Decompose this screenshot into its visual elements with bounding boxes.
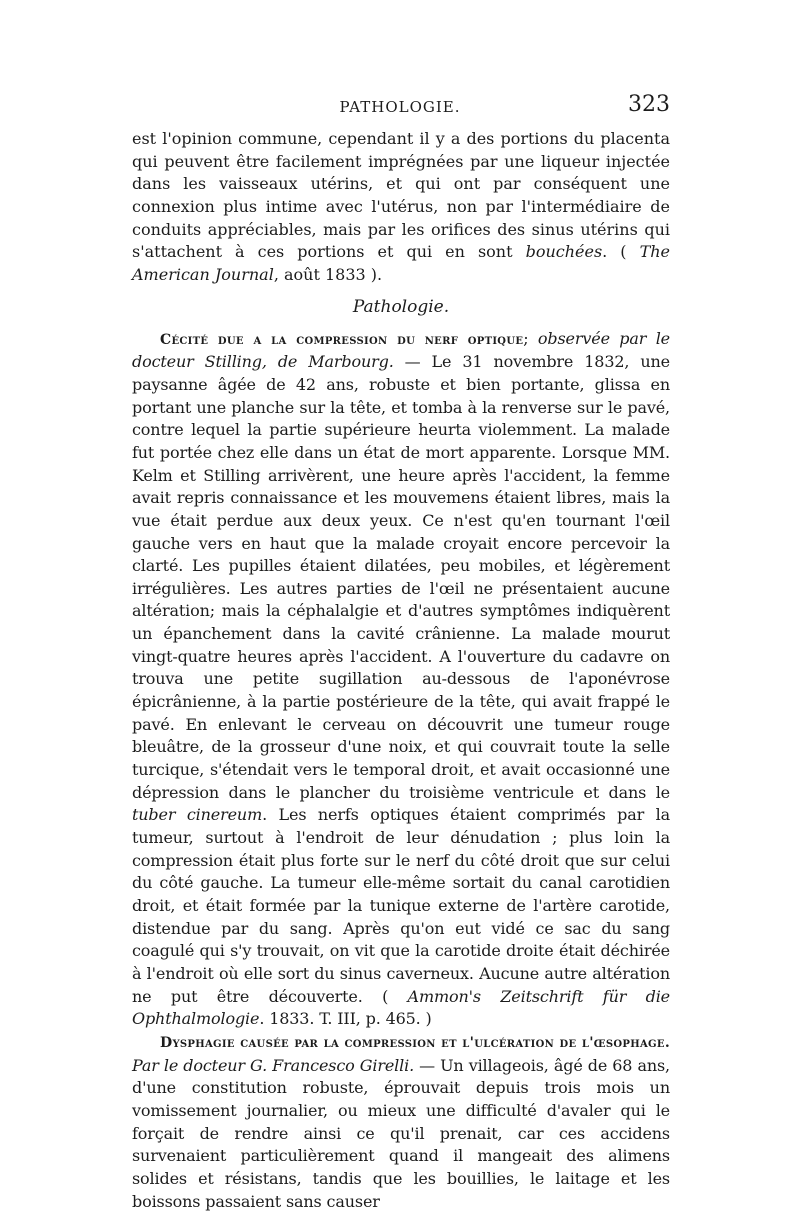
article-cecite [132, 328, 670, 1031]
page-number: 323 [628, 92, 670, 117]
article-body: — Un villageois, âgé de 68 ans, d'une constitution robuste, éprouvait depuis trois mois un vomissement journalier, ou mieux une difficulté d'avaler qui le forçait de rendre ainsi ce qu'il prenait, car ces accidens survenaient particulièrement quand il mangeait des alimens solides et résistans, tandis que les bouillies, le laitage et les boissons passaient sans causer [132, 1055, 670, 1211]
citation-close: , août 1833 ). [273, 264, 383, 284]
citation-open: . ( [602, 242, 640, 262]
article-heading: Dysphagie causée par la compression et l'ulcération de l'œsophage. [160, 1034, 670, 1051]
paragraph-text: est l'opinion commune, cependant il y a des portions du placenta qui peuvent être facilement imprégnées par une liqueur injectée dans les vaisseaux utérins, et qui ont par conséquent une connexion plus intime avec l'utérus, non par l'intermédiaire de conduits appréciables, mais par les orifices des sinus utérins qui s'attachent à ces portions et qui en sont [132, 129, 670, 262]
running-title: PATHOLOGIE. [339, 98, 461, 116]
running-head [130, 92, 670, 122]
source-reference: . 1833. T. III, p. 465. ) [259, 1009, 432, 1029]
section-heading: Pathologie. [352, 296, 450, 317]
article-attribution: observée par le docteur Stilling, de Marbourg. [132, 328, 670, 372]
main-text [132, 128, 670, 1213]
anatomical-term: tuber cinereum [132, 805, 263, 825]
paragraph-continuation [132, 128, 670, 287]
article-body-continued: . Les nerfs optiques étaient comprimés par la tumeur, surtout à l'endroit de leur dénudation ; plus loin la compression était plus forte sur le nerf du côté droit que sur celui du côté gauche. La tumeur elle-même sortait du canal carotidien droit, et était formée par la tunique externe de l'artère carotide, distendue par du sang. Après qu'on eut vidé ce sac du sang coagulé qui s'y trouvait, on vit que la carotide droite était déchirée à l'endroit où elle sort du sinus caverneux. Aucune autre altération ne put être découverte. ( [132, 805, 670, 1006]
source-title: Ammon's Zeitschrift für die Ophthalmologie [132, 986, 670, 1029]
journal-title: The American Journal [132, 242, 671, 284]
italic-word: bouchées [525, 242, 603, 262]
article-body: — Le 31 novembre 1832, une paysanne âgée de 42 ans, robuste et bien portante, glissa en portant une planche sur la tête, et tomba à la renverse sur le pavé, contre lequel la partie supérieure heurta violemment. La malade fut portée chez elle dans un état de mort apparente. Lorsque MM. Kelm et Stilling arrivèrent, une heure après l'accident, la femme avait repris connaissance et les mouvemens étaient libres, mais la vue était perdue aux deux yeux. Ce n'est qu'en tournant l'œil gauche vers en haut que la malade croyait encore percevoir la clarté. Les pupilles étaient dilatées, peu mobiles, et légèrement irrégulières. Les autres parties de l'œil ne présentaient aucune altération; mais la céphalalgie et d'autres symptômes indiquèrent un épanchement dans la cavité crânienne. La malade mourut vingt-quatre heures après l'accident. A l'ouverture du cadavre on trouva une petite sugillation au-dessous de l'aponévrose épicrânienne, à la partie postérieure de la tête, qui avait frappé le pavé. En enlevant le cerveau on découvrit une tumeur rouge bleuâtre, de la grosseur d'une noix, et qui couvrait toute la selle turcique, s'étendait vers le temporal droit, et avait occasionné une dépression dans le plancher du troisième ventricule et dans le [132, 352, 670, 802]
article-heading: Cécité due a la compression du nerf optique [160, 331, 524, 348]
article-attribution: Par le docteur G. Francesco Girelli. [132, 1055, 415, 1075]
article-dysphagie [132, 1031, 670, 1213]
heading-separator: ; [523, 328, 538, 348]
